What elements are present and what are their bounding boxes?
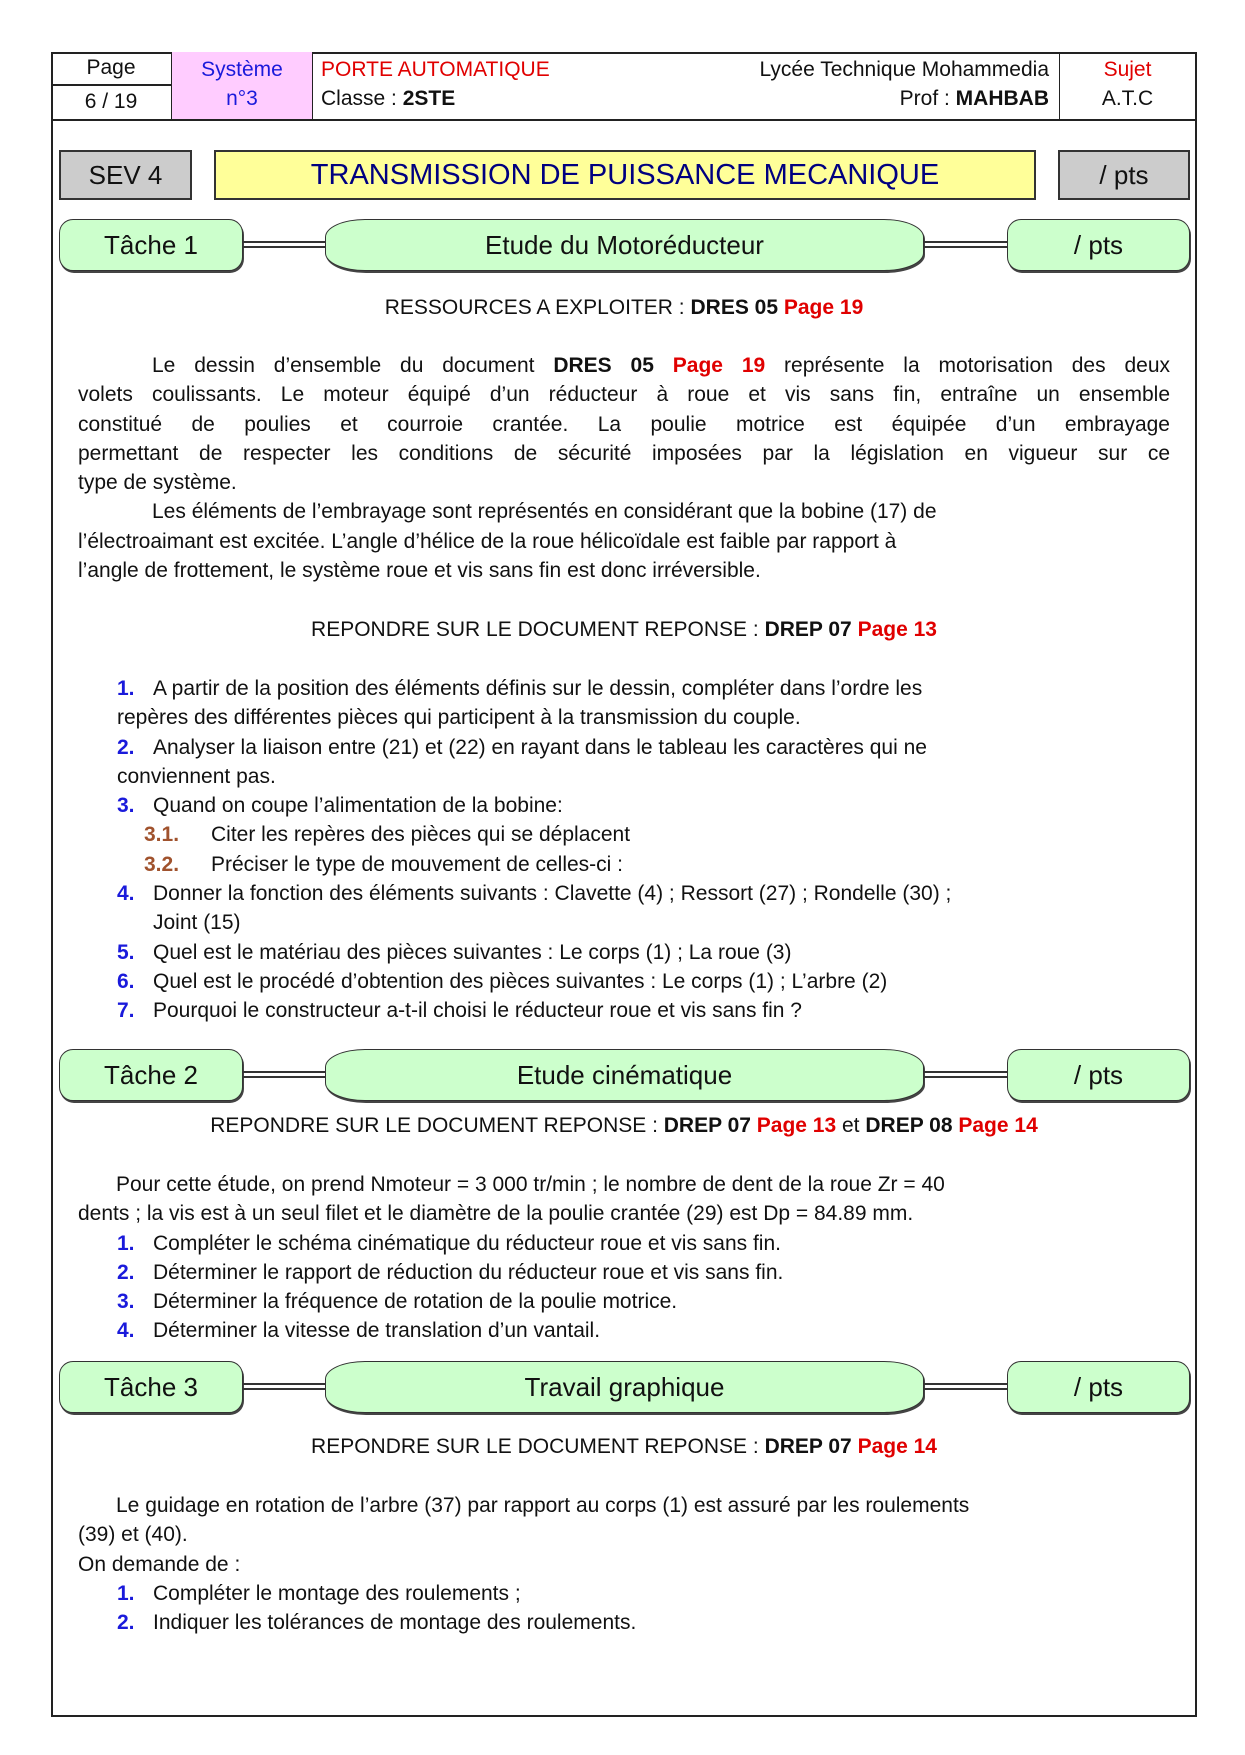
doc-ref: DRES 05 xyxy=(553,354,654,377)
connector xyxy=(243,241,325,248)
question-text: Quel est le procédé d’obtention des pièces suivantes : Le corps (1) ; L’arbre (2) xyxy=(153,969,888,993)
question-item xyxy=(78,1287,1178,1316)
question-text: Quel est le matériau des pièces suivantes : Le corps (1) ; La roue (3) xyxy=(153,940,792,964)
question-item xyxy=(117,996,1177,1025)
question-item xyxy=(78,1608,1178,1637)
subject-value: A.T.C xyxy=(1101,87,1154,110)
prof-label: Prof : xyxy=(899,87,950,110)
paragraph-line: Le guidage en rotation de l’arbre (37) par rapport au corps (1) est assuré par les roulements xyxy=(116,1494,970,1517)
question-text: A partir de la position des éléments définis sur le dessin, compléter dans l’ordre les xyxy=(153,677,923,700)
task1-paragraph xyxy=(78,351,1170,585)
question-number: 4. xyxy=(117,1319,135,1343)
paragraph-line: l’électroaimant est excitée. L’angle d’hélice de la roue hélicoïdale est faible par rapport à xyxy=(78,529,897,553)
question-text: Pourquoi le constructeur a-t-il choisi le réducteur roue et vis sans fin ? xyxy=(153,999,802,1023)
sub-question-item xyxy=(117,820,1177,849)
question-number: 6. xyxy=(117,969,135,993)
paragraph-line: volets coulissants. Le moteur équipé d’un réducteur à roue et vis sans fin, entraîne un ensemble xyxy=(78,383,1170,407)
question-number: 7. xyxy=(117,999,135,1023)
paragraph-line: permettant de respecter les conditions de sécurité imposées par la législation en vigueur sur ce xyxy=(78,441,1170,465)
resources-label: RESSOURCES A EXPLOITER : xyxy=(384,296,691,319)
task-title: Etude du Motoréducteur xyxy=(325,219,924,271)
project-title: PORTE AUTOMATIQUE xyxy=(321,58,550,81)
question-number: 5. xyxy=(117,940,135,964)
paragraph-line: On demande de : xyxy=(78,1552,241,1576)
doc-ref: DREP 07 xyxy=(663,1114,751,1137)
question-text: Compléter le schéma cinématique du réducteur roue et vis sans fin. xyxy=(153,1231,781,1255)
connector xyxy=(924,241,1007,248)
question-number: 3. xyxy=(117,794,135,818)
task-title: Etude cinématique xyxy=(325,1049,924,1101)
question-item xyxy=(78,1229,1178,1258)
subject-cell xyxy=(1060,52,1195,119)
connector xyxy=(243,1383,325,1390)
instruction-label: REPONDRE SUR LE DOCUMENT REPONSE : xyxy=(311,1435,765,1458)
question-item xyxy=(117,791,1177,820)
paragraph-line: constitué de poulies et courroie crantée. La poulie motrice est équipée d’un embrayage xyxy=(78,412,1170,436)
class-value: 2STE xyxy=(402,87,456,110)
page-ref: Page 13 xyxy=(857,618,937,641)
task-points: / pts xyxy=(1007,1361,1190,1413)
doc-ref: DREP 07 xyxy=(764,618,852,641)
main-title: TRANSMISSION DE PUISSANCE MECANIQUE xyxy=(214,150,1036,200)
prof-name: MAHBAB xyxy=(955,87,1049,110)
question-text: Quand on coupe l’alimentation de la bobine: xyxy=(153,794,563,818)
question-number: 2. xyxy=(117,1611,135,1635)
header-table xyxy=(51,52,1197,121)
page-label: Page xyxy=(51,52,171,86)
question-text: Déterminer le rapport de réduction du réducteur roue et vis sans fin. xyxy=(153,1260,784,1284)
resource-page: Page 19 xyxy=(783,296,864,319)
sub-question-item xyxy=(117,850,1177,879)
sev-badge: SEV 4 xyxy=(59,150,192,200)
question-item xyxy=(117,938,1177,967)
resource-ref: DRES 05 xyxy=(690,296,779,319)
question-number: 1. xyxy=(117,677,135,700)
task1-questions xyxy=(117,674,1177,1026)
text: représente la motorisation des deux xyxy=(765,354,1170,377)
paragraph-line: Pour cette étude, on prend Nmoteur = 3 000 tr/min ; le nombre de dent de la roue Zr = 40 xyxy=(116,1173,945,1196)
project-cell xyxy=(313,52,1060,119)
connector xyxy=(924,1383,1007,1390)
connector xyxy=(924,1071,1007,1078)
question-text: Citer les repères des pièces qui se déplacent xyxy=(211,823,631,847)
doc-ref: DREP 08 xyxy=(865,1114,953,1137)
question-text: Compléter le montage des roulements ; xyxy=(153,1581,521,1605)
question-number: 3.2. xyxy=(144,852,180,876)
task-label: Tâche 2 xyxy=(59,1049,243,1101)
question-item xyxy=(78,1258,1178,1287)
answer-instruction xyxy=(78,615,1170,644)
page-cell xyxy=(51,52,172,119)
question-number: 2. xyxy=(117,1260,135,1284)
paragraph-line: l’angle de frottement, le système roue et vis sans fin est donc irréversible. xyxy=(78,559,761,583)
question-number: 3. xyxy=(117,1290,135,1314)
question-text: Préciser le type de mouvement de celles-ci : xyxy=(211,852,624,876)
answer-instruction xyxy=(78,1111,1170,1140)
instruction-label: REPONDRE SUR LE DOCUMENT REPONSE : xyxy=(311,618,765,641)
task-points: / pts xyxy=(1007,219,1190,271)
question-number: 3.1. xyxy=(144,823,180,847)
question-text: Indiquer les tolérances de montage des roulements. xyxy=(153,1611,637,1635)
subject-label: Sujet xyxy=(1103,58,1152,81)
resources-line xyxy=(78,293,1170,322)
system-cell xyxy=(172,52,313,119)
answer-instruction xyxy=(78,1432,1170,1461)
paragraph-line: (39) et (40). xyxy=(78,1523,188,1547)
question-number: 4. xyxy=(117,882,135,906)
task-points: / pts xyxy=(1007,1049,1190,1101)
page-ref: Page 13 xyxy=(756,1114,837,1137)
question-text: Donner la fonction des éléments suivants : Clavette (4) ; Ressort (27) ; Rondelle (30) ; xyxy=(153,882,952,906)
paragraph-line: dents ; la vis est à un seul filet et le diamètre de la poulie crantée (29) est Dp = 84.89 mm. xyxy=(78,1202,914,1226)
question-number: 1. xyxy=(117,1581,135,1605)
system-number: n°3 xyxy=(226,87,258,110)
question-text: Déterminer la vitesse de translation d’un vantail. xyxy=(153,1319,601,1343)
question-item xyxy=(117,967,1177,996)
task2-content xyxy=(78,1170,1178,1346)
paragraph-line: Les éléments de l’embrayage sont représentés en considérant que la bobine (17) de xyxy=(152,500,937,524)
question-text: conviennent pas. xyxy=(117,764,276,788)
system-label: Système xyxy=(201,58,283,81)
question-text: Joint (15) xyxy=(153,911,241,935)
paragraph-line: type de système. xyxy=(78,471,237,495)
task-title: Travail graphique xyxy=(325,1361,924,1413)
question-text: Déterminer la fréquence de rotation de la poulie motrice. xyxy=(153,1290,678,1314)
text: et xyxy=(836,1114,866,1137)
class-label: Classe : xyxy=(321,87,397,110)
task-label: Tâche 3 xyxy=(59,1361,243,1413)
connector xyxy=(243,1071,325,1078)
sev-points: / pts xyxy=(1058,150,1190,200)
question-text: Analyser la liaison entre (21) et (22) en rayant dans le tableau les caractères qui ne xyxy=(153,735,927,759)
question-number: 2. xyxy=(117,735,135,759)
page-number: 6 / 19 xyxy=(84,90,138,113)
instruction-label: REPONDRE SUR LE DOCUMENT REPONSE : xyxy=(210,1114,664,1137)
question-item xyxy=(117,733,1177,762)
school-name: Lycée Technique Mohammedia xyxy=(759,58,1049,81)
page-ref: Page 19 xyxy=(672,354,766,377)
page-ref: Page 14 xyxy=(857,1435,937,1458)
question-item xyxy=(117,674,1177,703)
task3-content xyxy=(78,1491,1178,1637)
text xyxy=(654,354,673,377)
doc-ref: DREP 07 xyxy=(764,1435,852,1458)
question-item xyxy=(78,1579,1178,1608)
question-item xyxy=(117,879,1177,908)
paragraph-line xyxy=(78,351,1170,380)
question-item xyxy=(78,1316,1178,1345)
task-label: Tâche 1 xyxy=(59,219,243,271)
text: Le dessin d’ensemble du document xyxy=(152,354,554,377)
question-number: 1. xyxy=(117,1231,135,1255)
question-text: repères des différentes pièces qui participent à la transmission du couple. xyxy=(117,706,801,730)
page-ref: Page 14 xyxy=(958,1114,1038,1137)
